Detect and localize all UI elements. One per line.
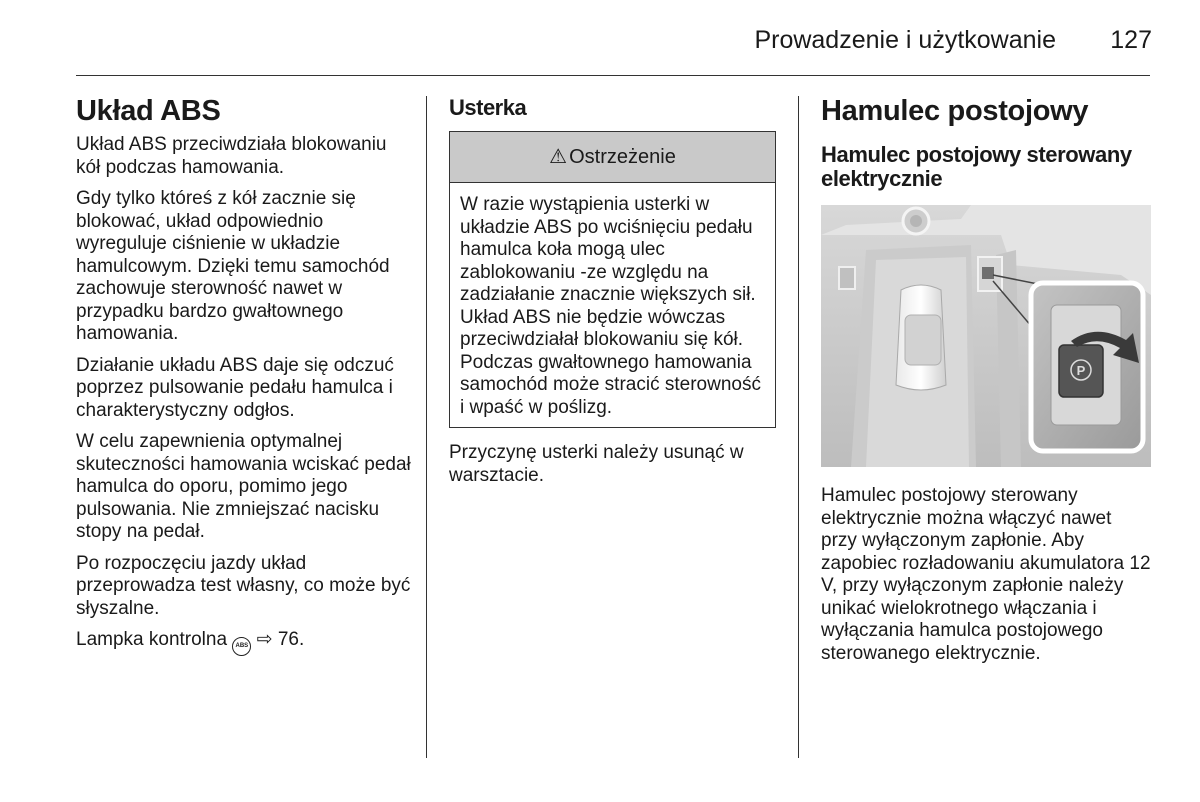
ref-arrow-icon: ⇨ <box>256 629 273 650</box>
switch-p-label: P <box>1076 363 1086 378</box>
abs-paragraph-2: Gdy tylko któreś z kół zacznie się blokować, układ odpowiednio wyreguluje ciśnienie w układzie hamulcowym. Dzięki temu samochód zachowuje sterowność nawet w przypadku bardzo gwałtownego hamowania. <box>76 188 390 344</box>
header-rule <box>76 75 1150 76</box>
fault-column <box>449 95 779 496</box>
column-divider-2 <box>798 96 799 758</box>
fault-after-text: Przyczynę usterki należy usunąć w warsztacie. <box>449 442 744 486</box>
column-divider-1 <box>426 96 427 758</box>
warning-text: W razie wystąpienia usterki w układzie ABS po wciśnięciu pedału hamulca koła mogą ulec zablokowaniu -ze względu na zadziałanie znacznie większych sił. Układ ABS nie będzie wówczas przeciwdziałał blokowaniu się kół. Podczas gwałtownego hamowania samochód może stracić sterowność i wpaść w poślizg. <box>460 194 761 418</box>
parking-brake-heading: Hamulec postojowy <box>821 95 1089 127</box>
warning-triangle-icon: ⚠ <box>549 145 568 168</box>
warning-label: Ostrzeżenie <box>569 145 676 168</box>
abs-lamp-icon: ABS <box>232 637 251 656</box>
parking-brake-paragraph: Hamulec postojowy sterowany elektrycznie można włączyć nawet przy wyłączonym zapłonie. Aby zapobiec rozładowaniu akumulatora 12 V, przy wyłączonym zapłonie należy unikać wielokrotnego włączania i wyłączania hamulca postojowego sterowanego elektrycznie. <box>821 485 1151 664</box>
lamp-text: Lampka kontrolna <box>76 629 228 650</box>
parking-brake-switch-illustration <box>821 205 1151 467</box>
abs-paragraph-4: W celu zapewnienia optymalnej skuteczności hamowania wciskać pedał hamulca do oporu, pomimo jego pulsowania. Nie zmniejszać nacisku stopy na pedał. <box>76 431 411 542</box>
lamp-page-ref[interactable]: 76. <box>277 629 305 650</box>
page-number: 127 <box>1110 26 1152 54</box>
warning-box <box>449 131 776 428</box>
abs-heading: Układ ABS <box>76 95 221 127</box>
abs-column <box>76 95 411 665</box>
fault-heading: Usterka <box>449 95 527 120</box>
section-title: Prowadzenie i użytkowanie <box>754 26 1056 54</box>
parking-brake-subheading: Hamulec postojowy sterowany elektrycznie <box>821 142 1132 191</box>
abs-paragraph-3: Działanie układu ABS daje się odczuć poprzez pulsowanie pedału hamulca i charakterystyczny odgłos. <box>76 354 394 421</box>
abs-paragraph-5: Po rozpoczęciu jazdy układ przeprowadza test własny, co może być słyszalne. <box>76 552 411 619</box>
abs-paragraph-1: Układ ABS przeciwdziała blokowaniu kół podczas hamowania. <box>76 134 387 178</box>
abs-lamp-line <box>76 629 411 656</box>
parking-brake-column <box>821 95 1151 674</box>
page-header <box>0 22 1200 62</box>
warning-header <box>450 132 775 183</box>
